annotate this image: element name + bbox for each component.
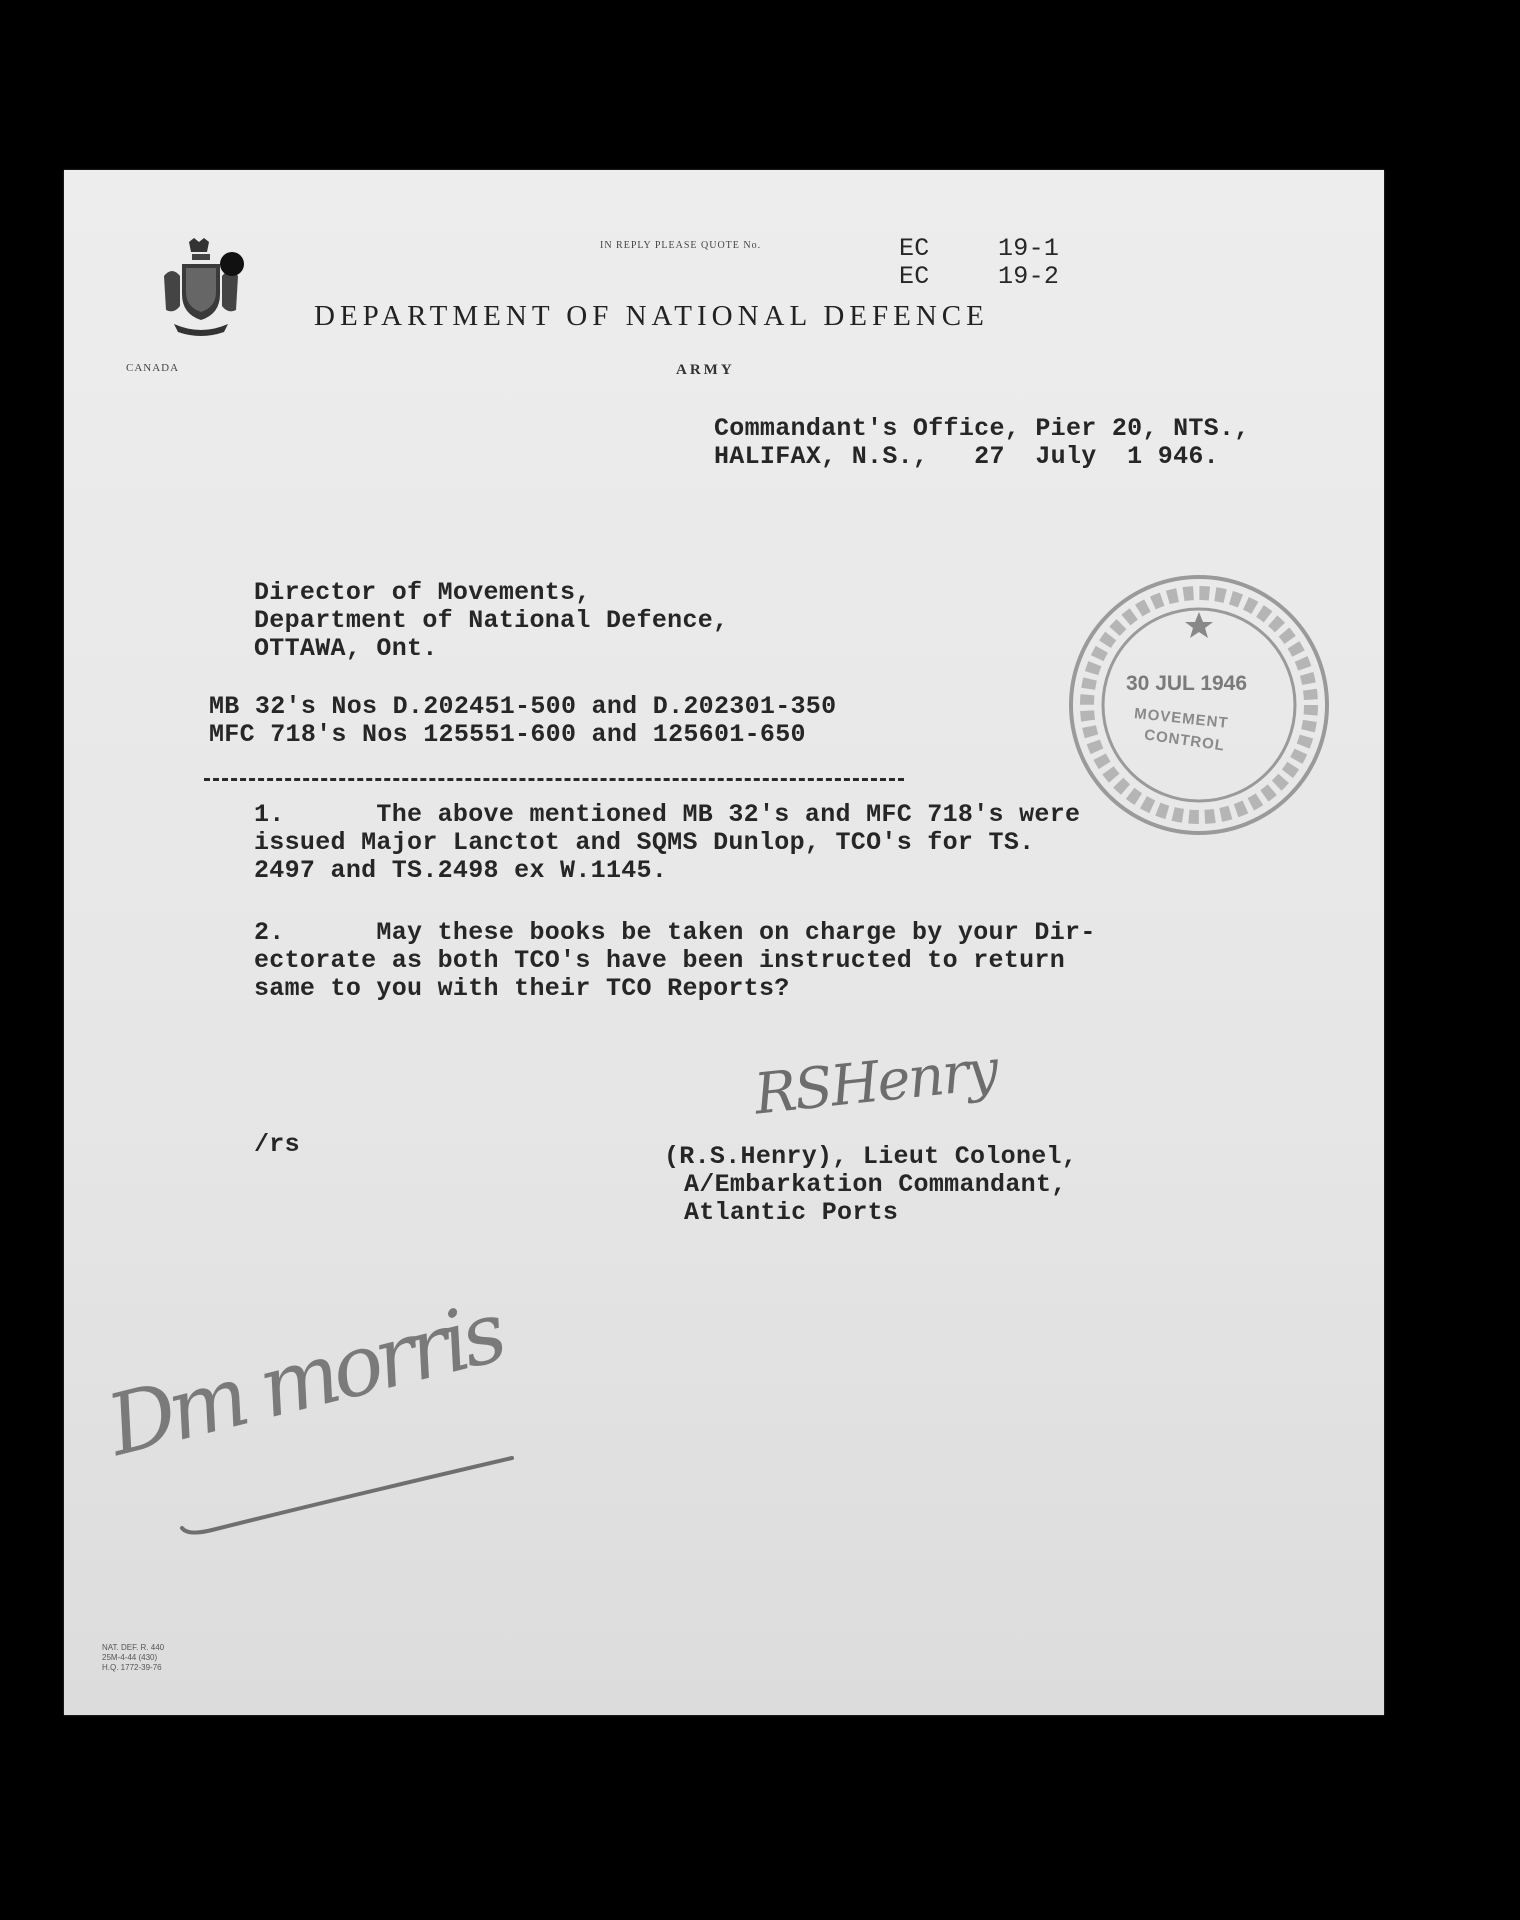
branch-heading: ARMY <box>676 362 735 378</box>
margin-annotation: Dm morris <box>98 1283 511 1475</box>
signature-line-3: Atlantic Ports <box>684 1198 899 1227</box>
paragraph-1-line-1: 1. The above mentioned MB 32's and MFC 718's were <box>254 800 1081 829</box>
handwritten-signature: RSHenry <box>751 1037 1000 1128</box>
subject-underline <box>204 778 904 781</box>
addressee-line-1: Director of Movements, <box>254 578 591 607</box>
place-date-line: HALIFAX, N.S., 27 July 1 946. <box>714 442 1219 471</box>
stamp-line-1: MOVEMENT <box>1133 705 1230 732</box>
signature-line-2: A/Embarkation Commandant, <box>684 1170 1067 1199</box>
paragraph-2-line-3: same to you with their TCO Reports? <box>254 974 790 1003</box>
paragraph-1-line-2: issued Major Lanctot and SQMS Dunlop, TCO's for TS. <box>254 828 1035 857</box>
form-code-line-1: NAT. DEF. R. 440 <box>102 1643 165 1652</box>
addressee-line-2: Department of National Defence, <box>254 606 729 635</box>
paragraph-2-line-1: 2. May these books be taken on charge by your Dir- <box>254 918 1096 947</box>
country-label: CANADA <box>126 362 180 374</box>
paragraph-1-line-3: 2497 and TS.2498 ex W.1145. <box>254 856 668 885</box>
paragraph-2-line-2: ectorate as both TCO's have been instructed to return <box>254 946 1066 975</box>
file-ref-prefix-2: EC <box>899 262 930 291</box>
stamp-date: 30 JUL 1946 <box>1126 672 1248 695</box>
letter-page <box>64 170 1384 1715</box>
department-heading: DEPARTMENT OF NATIONAL DEFENCE <box>314 300 989 332</box>
subject-line-2: MFC 718's Nos 125551-600 and 125601-650 <box>209 720 806 749</box>
signature-line-1: (R.S.Henry), Lieut Colonel, <box>664 1142 1078 1171</box>
stamp-line-2: CONTROL <box>1143 726 1226 755</box>
file-ref-prefix-1: EC <box>899 234 930 263</box>
movement-control-stamp <box>1064 570 1334 840</box>
canada-crest-icon <box>116 218 206 328</box>
file-ref-number-2: 19-2 <box>998 262 1060 291</box>
file-ref-number-1: 19-1 <box>998 234 1060 263</box>
form-code-line-3: H.Q. 1772-39-76 <box>102 1663 162 1672</box>
sender-office-line: Commandant's Office, Pier 20, NTS., <box>714 414 1250 443</box>
typist-reference: /rs <box>254 1130 300 1159</box>
annotation-underline <box>134 1430 494 1530</box>
addressee-line-3: OTTAWA, Ont. <box>254 634 438 663</box>
subject-line-1: MB 32's Nos D.202451-500 and D.202301-350 <box>209 692 837 721</box>
form-code-line-2: 25M-4-44 (430) <box>102 1653 158 1662</box>
reply-quote-label: IN REPLY PLEASE QUOTE No. <box>600 240 762 251</box>
